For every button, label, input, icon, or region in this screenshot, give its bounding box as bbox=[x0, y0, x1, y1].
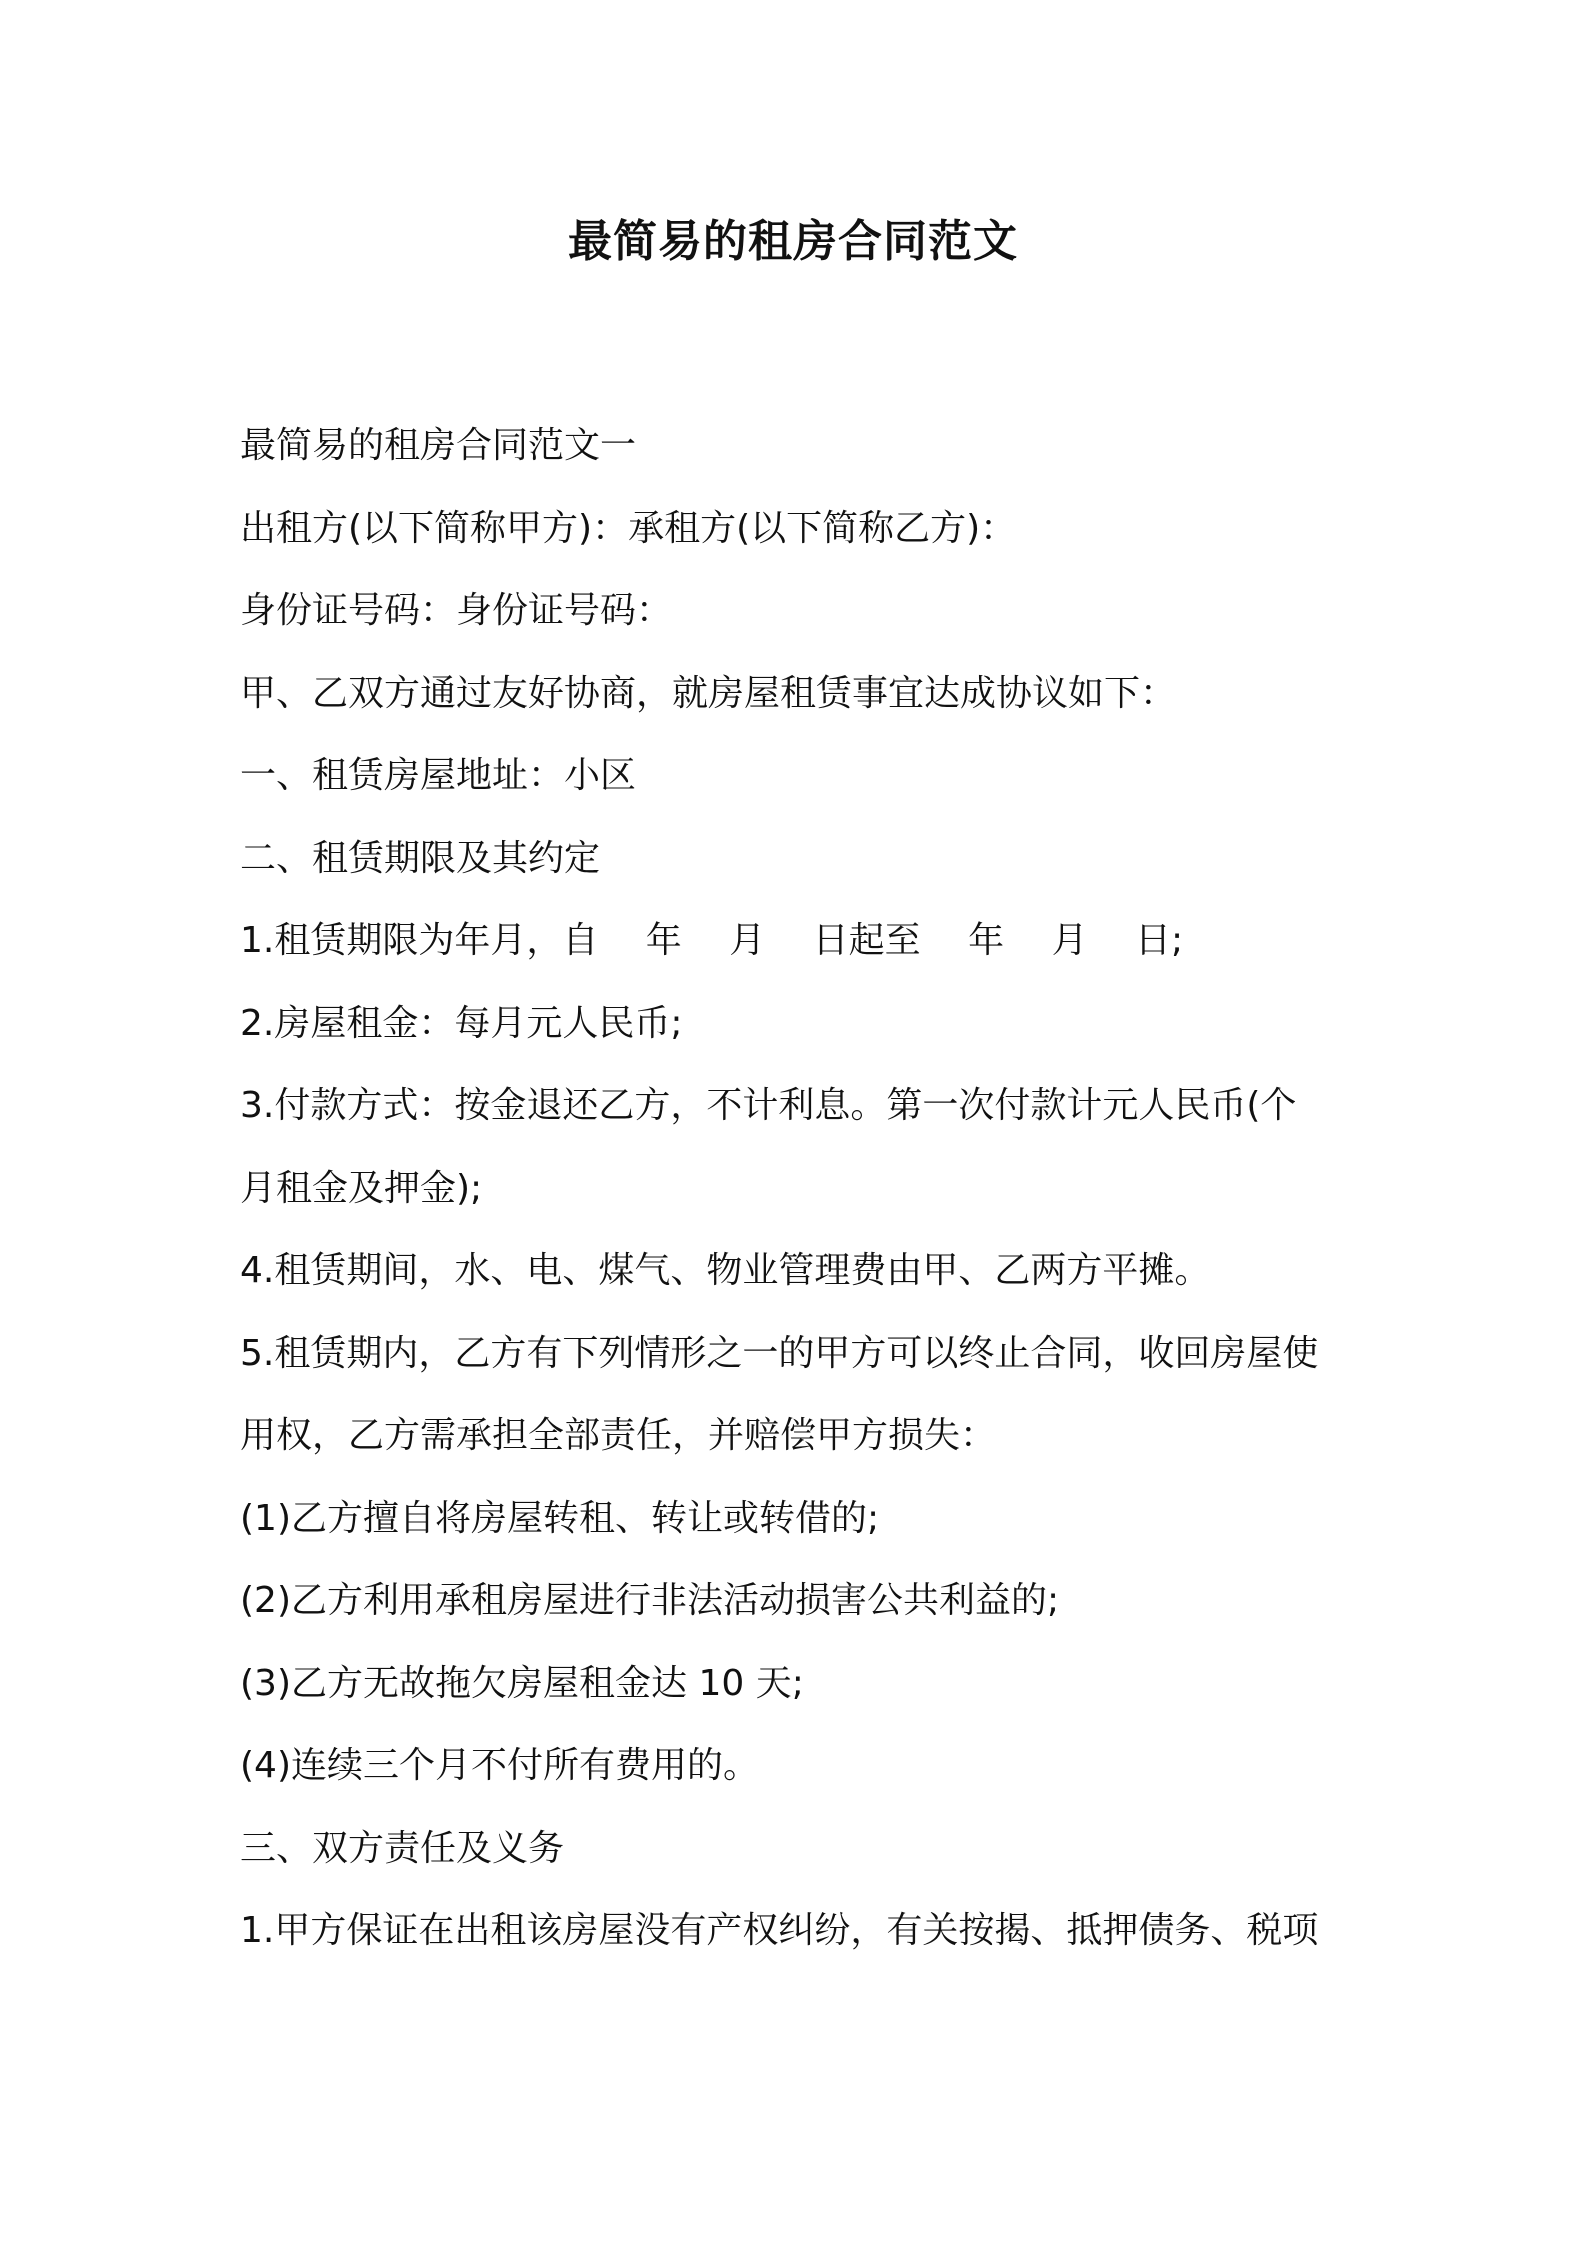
paragraph-id-numbers: 身份证号码：身份证号码： bbox=[240, 590, 673, 631]
paragraph-subtitle: 最简易的租房合同范文一 bbox=[240, 425, 637, 466]
clause-item-2: (2)乙方利用承租房屋进行非法活动损害公共利益的; bbox=[240, 1580, 1060, 1621]
clause-item-3: (3)乙方无故拖欠房屋租金达 10 天; bbox=[240, 1662, 804, 1704]
section-heading-term: 二、租赁期限及其约定 bbox=[240, 837, 601, 879]
section-heading-responsibilities: 三、双方责任及义务 bbox=[240, 1827, 565, 1869]
clause-rent: 2.房屋租金：每月元人民币; bbox=[240, 1002, 683, 1044]
clause-payment-method: 3.付款方式：按金退还乙方，不计利息。第一次付款计元人民币(个 bbox=[240, 1085, 1297, 1126]
clause-landlord-guarantee: 1.甲方保证在出租该房屋没有产权纠纷，有关按揭、抵押债务、税项 bbox=[240, 1910, 1319, 1951]
clause-termination: 5.租赁期内，乙方有下列情形之一的甲方可以终止合同，收回房屋使 bbox=[240, 1332, 1319, 1374]
clause-term-period: 1.租赁期限为年月，自 年 月 日起至 年 月 日; bbox=[240, 920, 1184, 961]
clause-termination-cont: 用权，乙方需承担全部责任，并赔偿甲方损失： bbox=[240, 1415, 997, 1456]
clause-item-4: (4)连续三个月不付所有费用的。 bbox=[240, 1745, 759, 1786]
document-title: 最简易的租房合同范文 bbox=[568, 216, 1018, 267]
clause-payment-method-cont: 月租金及押金); bbox=[240, 1167, 483, 1209]
paragraph-agreement-intro: 甲、乙双方通过友好协商，就房屋租赁事宜达成协议如下： bbox=[240, 672, 1177, 714]
section-heading-address: 一、租赁房屋地址：小区 bbox=[240, 755, 637, 796]
paragraph-parties: 出租方(以下简称甲方)：承租方(以下简称乙方)： bbox=[240, 507, 1017, 549]
clause-item-1: (1)乙方擅自将房屋转租、转让或转借的; bbox=[240, 1497, 880, 1539]
document-body bbox=[240, 405, 1360, 1973]
clause-utilities: 4.租赁期间，水、电、煤气、物业管理费由甲、乙两方平摊。 bbox=[240, 1250, 1211, 1291]
